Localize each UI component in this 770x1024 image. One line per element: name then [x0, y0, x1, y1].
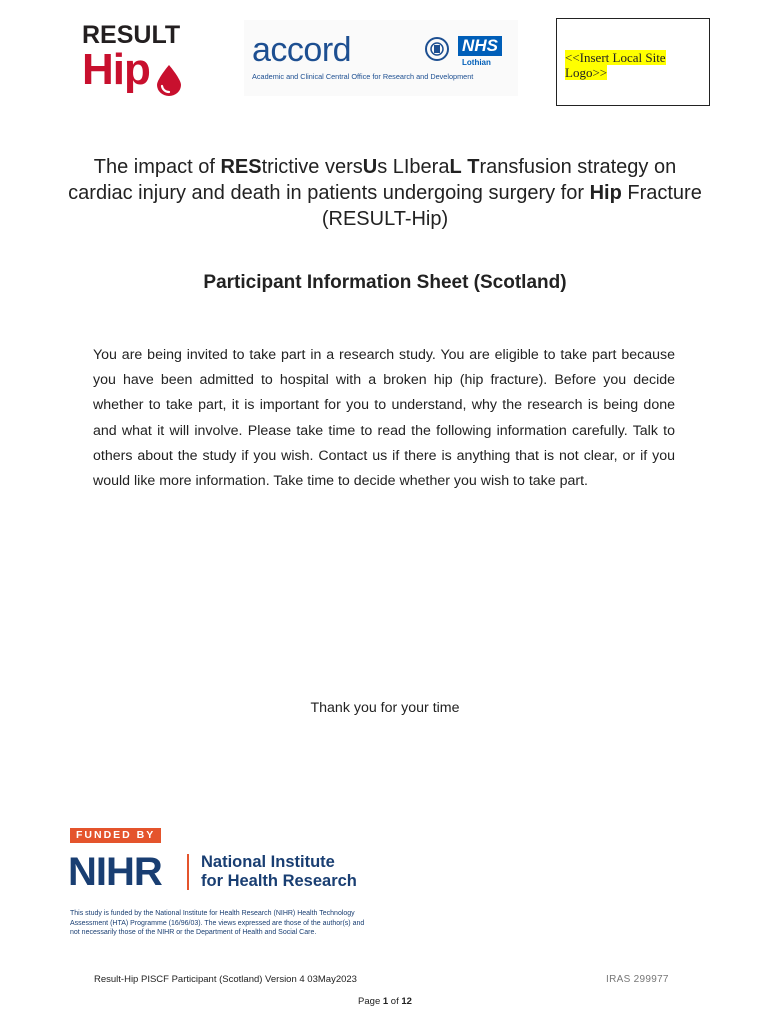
page-current: 1 [382, 996, 389, 1007]
nihr-logo-divider [187, 854, 189, 890]
document-subtitle: Participant Information Sheet (Scotland) [203, 272, 567, 293]
title-run: L [449, 156, 462, 178]
title-run: RES [220, 156, 262, 178]
title-run: U [362, 156, 378, 178]
footer-iras-number: IRAS 299977 [606, 974, 669, 985]
accord-logo-word: accord [252, 31, 352, 69]
thank-you-line: Thank you for your time [310, 700, 460, 716]
accord-tagline: Academic and Clinical Central Office for Research and Development [252, 72, 474, 81]
hip-logo-word: Hip [82, 45, 150, 94]
title-run: ransfusion strategy on cardiac injury and death in patients undergoing surgery for [68, 156, 677, 204]
result-logo-word: RESULT [82, 21, 181, 49]
title-run: s LIbera [377, 156, 450, 178]
nhs-logo-badge: NHS [458, 36, 502, 56]
nihr-logo-mark: NIHR [68, 850, 162, 894]
title-run: trictive vers [261, 156, 363, 178]
title-run: Hip [589, 182, 622, 204]
blood-drop-icon [154, 64, 184, 96]
funded-by-badge: FUNDED BY [70, 828, 161, 843]
intro-paragraph: You are being invited to take part in a research study. You are eligible to take part because you have been admitted to hospital with a broken hip (hip fracture). Before you decide whether to take part, it is important for you to understand, why the research is being done and what it will involve. Please take time to read the following information carefully. Talk to others about the study if you wish. Contact us if there is anything that is not clear, or if you would like more information. Take time to decide whether you wish to take part. [93, 347, 675, 490]
funding-disclaimer: This study is funded by the National Institute for Health Research (NIHR) Health Technology Assessment (HTA) Programme (16/96/03). The views expressed are those of the author(s) and not necessarily those of the NIHR or the Department of Health and Social Care. [70, 910, 365, 936]
title-run: Fracture (RESULT-Hip) [321, 182, 702, 230]
document-title [60, 154, 710, 232]
page-total: 12 [401, 996, 412, 1007]
nihr-full-name [201, 853, 357, 891]
local-site-logo-placeholder [556, 18, 710, 106]
result-hip-logo [82, 22, 190, 100]
title-run: The impact of [93, 156, 221, 178]
university-crest-icon [424, 36, 450, 66]
footer-version: Result-Hip PISCF Participant (Scotland) Version 4 03May2023 [94, 974, 357, 985]
nhs-region-label: Lothian [462, 58, 491, 67]
page-number: Page 1 of 12 [358, 996, 412, 1007]
local-site-logo-text: <<Insert Local Site Logo>> [565, 50, 666, 80]
title-run: T [467, 156, 480, 178]
nihr-name-line1: National Institute [201, 853, 335, 871]
nihr-name-line2: for Health Research [201, 872, 357, 890]
accord-nhs-logo-banner [244, 20, 518, 96]
